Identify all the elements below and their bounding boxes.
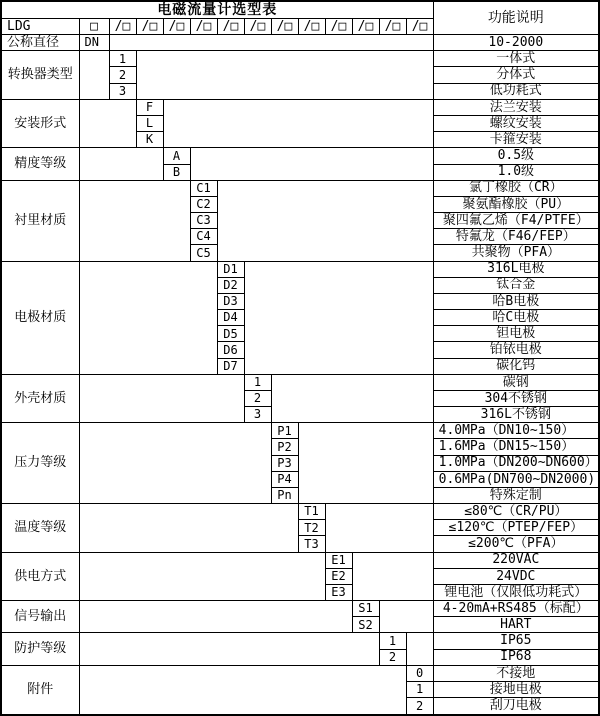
category-label: 精度等级 — [1, 148, 79, 180]
spacer-cell — [217, 180, 433, 261]
category-label: 外壳材质 — [1, 374, 79, 423]
option-code-cell: T1 — [298, 504, 325, 520]
option-code-cell: 1 — [244, 374, 271, 390]
option-desc-cell: 钽电极 — [433, 326, 599, 342]
category-label: 衬里材质 — [1, 180, 79, 261]
option-code-cell: 0 — [406, 665, 433, 681]
option-code-cell: C5 — [190, 245, 217, 261]
option-desc-cell: 低功耗式 — [433, 83, 599, 99]
option-desc-cell: 分体式 — [433, 67, 599, 83]
option-code-cell: Pn — [271, 487, 298, 503]
option-desc-cell: 氯丁橡胶（CR） — [433, 180, 599, 196]
spacer-cell — [79, 423, 271, 504]
model-slot-box-cell: /□ — [109, 18, 136, 34]
option-desc-cell: 316L不锈钢 — [433, 407, 599, 423]
model-prefix-cell: LDG — [1, 18, 79, 34]
option-desc-cell: 1.0级 — [433, 164, 599, 180]
spacer-cell — [352, 552, 433, 601]
option-desc-cell: 接地电极 — [433, 682, 599, 698]
option-desc-cell: 碳钢 — [433, 374, 599, 390]
option-desc-cell: IP65 — [433, 633, 599, 649]
option-desc-cell: 共聚物（PFA） — [433, 245, 599, 261]
option-code-cell: P3 — [271, 455, 298, 471]
model-slot-box-cell: /□ — [217, 18, 244, 34]
option-code-cell: P1 — [271, 423, 298, 439]
spacer-cell — [79, 665, 406, 715]
model-slot-box-cell: /□ — [136, 18, 163, 34]
category-label: 压力等级 — [1, 423, 79, 504]
option-desc-cell: 1.0MPa（DN200~DN600） — [433, 455, 599, 471]
option-desc-cell: 特殊定制 — [433, 487, 599, 503]
option-desc-cell: 10-2000 — [433, 35, 599, 51]
option-code-cell: D5 — [217, 326, 244, 342]
option-desc-cell: 一体式 — [433, 51, 599, 67]
option-desc-cell: 220VAC — [433, 552, 599, 568]
option-desc-cell: 碳化钨 — [433, 358, 599, 374]
option-code-cell: 2 — [244, 390, 271, 406]
option-code-cell: E3 — [325, 584, 352, 600]
option-code-cell: 2 — [109, 67, 136, 83]
option-desc-cell: 哈B电极 — [433, 293, 599, 309]
option-desc-cell: 锂电池（仅限低功耗式） — [433, 584, 599, 600]
category-label: 安装形式 — [1, 99, 79, 148]
option-code-cell: D1 — [217, 261, 244, 277]
option-desc-cell: 0.5级 — [433, 148, 599, 164]
spacer-cell — [163, 99, 433, 148]
table-title: 电磁流量计选型表 — [1, 1, 433, 18]
model-slot-box-cell: /□ — [190, 18, 217, 34]
spacer-cell — [190, 148, 433, 180]
spacer-cell — [271, 374, 433, 423]
option-code-cell: P2 — [271, 439, 298, 455]
category-label: 信号输出 — [1, 601, 79, 633]
spacer-cell — [79, 504, 298, 553]
model-slot-box-cell: /□ — [352, 18, 379, 34]
spacer-cell — [79, 374, 244, 423]
option-desc-cell: HART — [433, 617, 599, 633]
option-desc-cell: 铂铱电极 — [433, 342, 599, 358]
spacer-cell — [79, 99, 136, 148]
spacer-cell — [109, 35, 433, 51]
model-slot-box-cell: /□ — [406, 18, 433, 34]
option-code-cell: T2 — [298, 520, 325, 536]
option-desc-cell: ≤120℃（PTEP/FEP） — [433, 520, 599, 536]
option-desc-cell: 24VDC — [433, 568, 599, 584]
option-code-cell: S1 — [352, 601, 379, 617]
option-desc-cell: 1.6MPa（DN15~150） — [433, 439, 599, 455]
option-desc-cell: IP68 — [433, 649, 599, 665]
option-code-cell: B — [163, 164, 190, 180]
option-desc-cell: 法兰安装 — [433, 99, 599, 115]
option-code-cell: D6 — [217, 342, 244, 358]
spacer-cell — [79, 180, 190, 261]
option-code-cell: C1 — [190, 180, 217, 196]
model-slot-box-cell: /□ — [298, 18, 325, 34]
option-desc-cell: 304不锈钢 — [433, 390, 599, 406]
option-desc-cell: 哈C电极 — [433, 310, 599, 326]
option-code-cell: 2 — [379, 649, 406, 665]
option-code-cell: E1 — [325, 552, 352, 568]
option-desc-cell: 螺纹安装 — [433, 115, 599, 131]
spacer-cell — [244, 261, 433, 374]
option-code-cell: P4 — [271, 471, 298, 487]
category-label: 温度等级 — [1, 504, 79, 553]
option-code-cell: C2 — [190, 196, 217, 212]
option-code-cell: DN — [79, 35, 109, 51]
option-code-cell: L — [136, 115, 163, 131]
option-code-cell: S2 — [352, 617, 379, 633]
model-slot-box-cell: /□ — [163, 18, 190, 34]
option-desc-cell: 刮刀电极 — [433, 698, 599, 715]
option-desc-cell: ≤200℃（PFA） — [433, 536, 599, 552]
option-code-cell: 3 — [244, 407, 271, 423]
spacer-cell — [79, 633, 379, 665]
option-desc-cell: 聚四氟乙烯（F4/PTFE） — [433, 213, 599, 229]
option-desc-cell: 钛合金 — [433, 277, 599, 293]
selection-table-body — [1, 1, 599, 715]
spacer-cell — [79, 261, 217, 374]
spacer-cell — [379, 601, 433, 633]
option-code-cell: 1 — [109, 51, 136, 67]
model-slot-box-cell: /□ — [271, 18, 298, 34]
option-code-cell: F — [136, 99, 163, 115]
option-desc-cell: 4.0MPa（DN10~150） — [433, 423, 599, 439]
option-code-cell: D3 — [217, 293, 244, 309]
option-code-cell: 3 — [109, 83, 136, 99]
option-desc-cell: 316L电极 — [433, 261, 599, 277]
category-label: 供电方式 — [1, 552, 79, 601]
model-slot-box-cell: /□ — [325, 18, 352, 34]
option-desc-cell: 卡箍安装 — [433, 132, 599, 148]
spacer-cell — [136, 51, 433, 100]
option-desc-cell: 聚氨酯橡胶（PU） — [433, 196, 599, 212]
option-code-cell: C3 — [190, 213, 217, 229]
option-code-cell: E2 — [325, 568, 352, 584]
model-slot-box-cell: /□ — [379, 18, 406, 34]
spacer-cell — [79, 601, 352, 633]
category-label: 附件 — [1, 665, 79, 715]
category-label: 防护等级 — [1, 633, 79, 665]
option-code-cell: C4 — [190, 229, 217, 245]
category-label: 转换器类型 — [1, 51, 79, 100]
spacer-cell — [79, 51, 109, 100]
option-code-cell: T3 — [298, 536, 325, 552]
model-slot-box-cell: /□ — [244, 18, 271, 34]
option-code-cell: A — [163, 148, 190, 164]
option-desc-cell: ≤80℃（CR/PU） — [433, 504, 599, 520]
option-desc-cell: 特氟龙（F46/FEP） — [433, 229, 599, 245]
option-desc-cell: 不接地 — [433, 665, 599, 681]
category-label: 电极材质 — [1, 261, 79, 374]
model-first-box-cell: □ — [79, 18, 109, 34]
spacer-cell — [325, 504, 433, 553]
option-code-cell: D7 — [217, 358, 244, 374]
option-desc-cell: 4-20mA+RS485（标配） — [433, 601, 599, 617]
option-code-cell: 2 — [406, 698, 433, 715]
option-code-cell: D2 — [217, 277, 244, 293]
option-code-cell: 1 — [406, 682, 433, 698]
function-column-header: 功能说明 — [433, 1, 599, 35]
spacer-cell — [79, 552, 325, 601]
category-label: 公称直径 — [1, 35, 79, 51]
option-desc-cell: 0.6MPa(DN700~DN2000) — [433, 471, 599, 487]
option-code-cell: D4 — [217, 310, 244, 326]
option-code-cell: K — [136, 132, 163, 148]
spacer-cell — [406, 633, 433, 665]
spacer-cell — [298, 423, 433, 504]
option-code-cell: 1 — [379, 633, 406, 649]
spacer-cell — [79, 148, 163, 180]
